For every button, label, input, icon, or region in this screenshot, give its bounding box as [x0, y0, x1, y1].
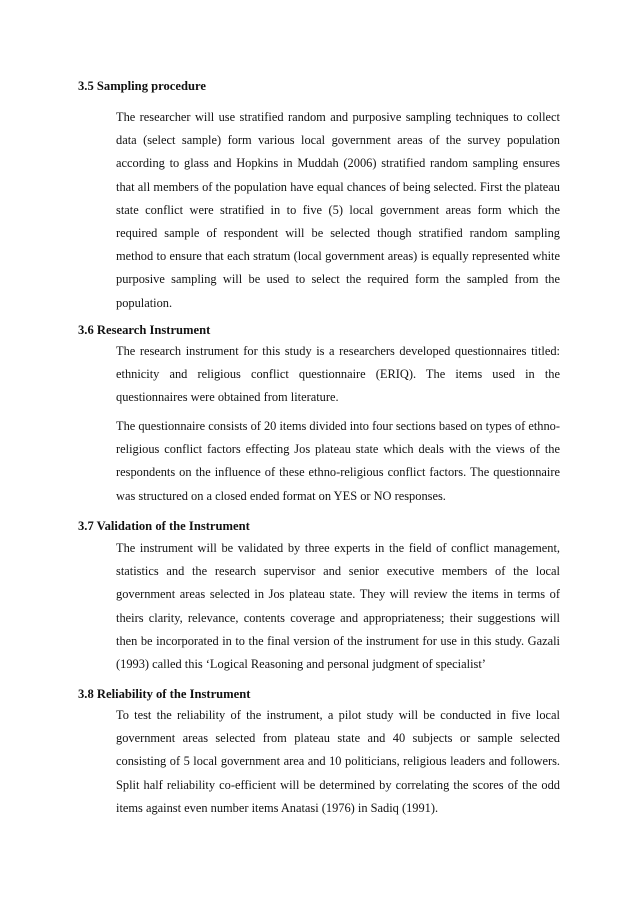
section-heading-research-instrument: 3.6 Research Instrument — [78, 323, 211, 337]
paragraph-validation: The instrument will be validated by three experts in the field of conflict management, statistics and the research supervisor and senior executive members of the local government areas selected in Jos plateau state. They will review the items in terms of theirs clarity, relevance, contents coverage and appropriateness; their suggestions will then be incorporated in to the final version of the instrument for use in this study. Gazali (1993) called this ‘Logical Reasoning and personal judgment of specialist’ — [116, 541, 560, 672]
section-heading-reliability: 3.8 Reliability of the Instrument — [78, 687, 251, 701]
paragraph-research-instrument-2: The questionnaire consists of 20 items divided into four sections based on types of ethno-religious conflict factors effecting Jos plateau state which deals with the views of the respondents on the influence of these ethno-religious conflict factors. The questionnaire was structured on a closed ended format on YES or NO responses. — [116, 419, 560, 503]
paragraph-sampling-procedure: The researcher will use stratified random and purposive sampling techniques to collect data (select sample) form various local government areas of the survey population according to glass and Hopkins in Muddah (2006) stratified random sampling ensures that all members of the population have equal chances of being selected. First the plateau state conflict were stratified in to five (5) local government areas form which the required sample of respondent will be selected though stratified random sampling method to ensure that each stratum (local government areas) is equally represented white purposive sampling will be used to select the required form the sampled from the population. — [116, 110, 560, 310]
paragraph-research-instrument-1: The research instrument for this study is a researchers developed questionnaires titled: ethnicity and religious conflict questionnaire (ERIQ). The items used in the questionnaires were obtained from literature. — [116, 344, 560, 405]
section-heading-validation: 3.7 Validation of the Instrument — [78, 519, 250, 533]
section-heading-sampling-procedure: 3.5 Sampling procedure — [78, 79, 206, 93]
paragraph-reliability: To test the reliability of the instrument, a pilot study will be conducted in five local government areas selected from plateau state and 40 subjects or sample selected consisting of 5 local government area and 10 politicians, religious leaders and followers. Split half reliability co-efficient will be determined by correlating the scores of the odd items against even number items Anatasi (1976) in Sadiq (1991). — [116, 708, 560, 815]
